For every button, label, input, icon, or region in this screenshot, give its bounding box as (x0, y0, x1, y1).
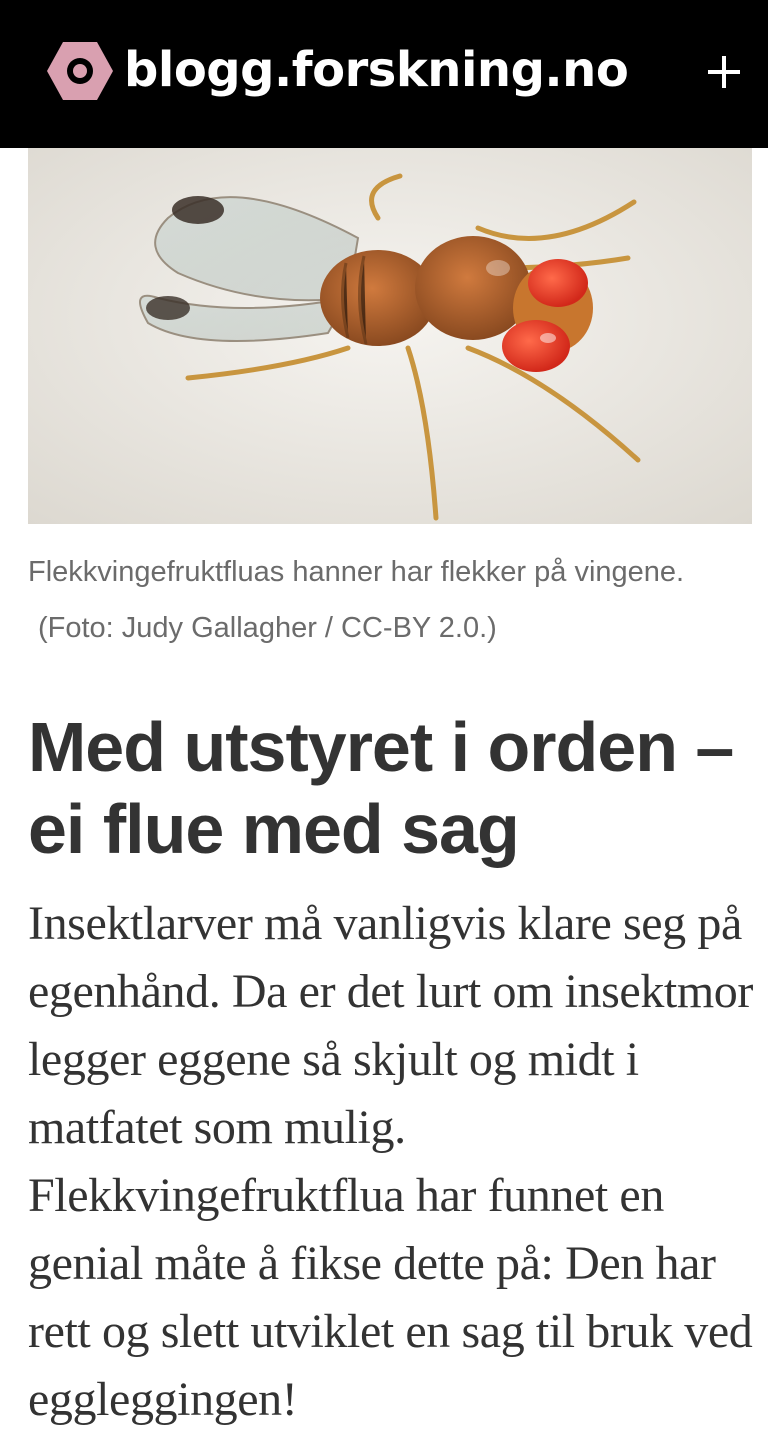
photo-credit: (Foto: Judy Gallagher / CC-BY 2.0.) (38, 612, 497, 644)
article-lede: Insektlarver må vanligvis klare seg på egenhånd. Da er det lurt om insektmor legger eggene så skjult og midt i matfatet som mulig. Flekkvingefruktflua har funnet en genial måte å fikse dette på: Den har rett og slett utviklet en sag til bruk ved eggleggingen! (28, 897, 753, 1426)
image-caption (28, 544, 758, 656)
site-name[interactable]: blogg.forskning.no (124, 42, 629, 98)
fruit-fly-photo (28, 148, 752, 524)
menu-plus-button[interactable] (700, 48, 748, 96)
site-logo-icon[interactable] (46, 40, 114, 102)
caption-text: Flekkvingefruktfluas hanner har flekker på vingene. (28, 556, 685, 588)
hero-image (28, 148, 752, 524)
plus-icon (706, 54, 742, 90)
site-header (0, 0, 768, 148)
article-headline: Med utstyret i orden – ei flue med sag (28, 708, 734, 868)
